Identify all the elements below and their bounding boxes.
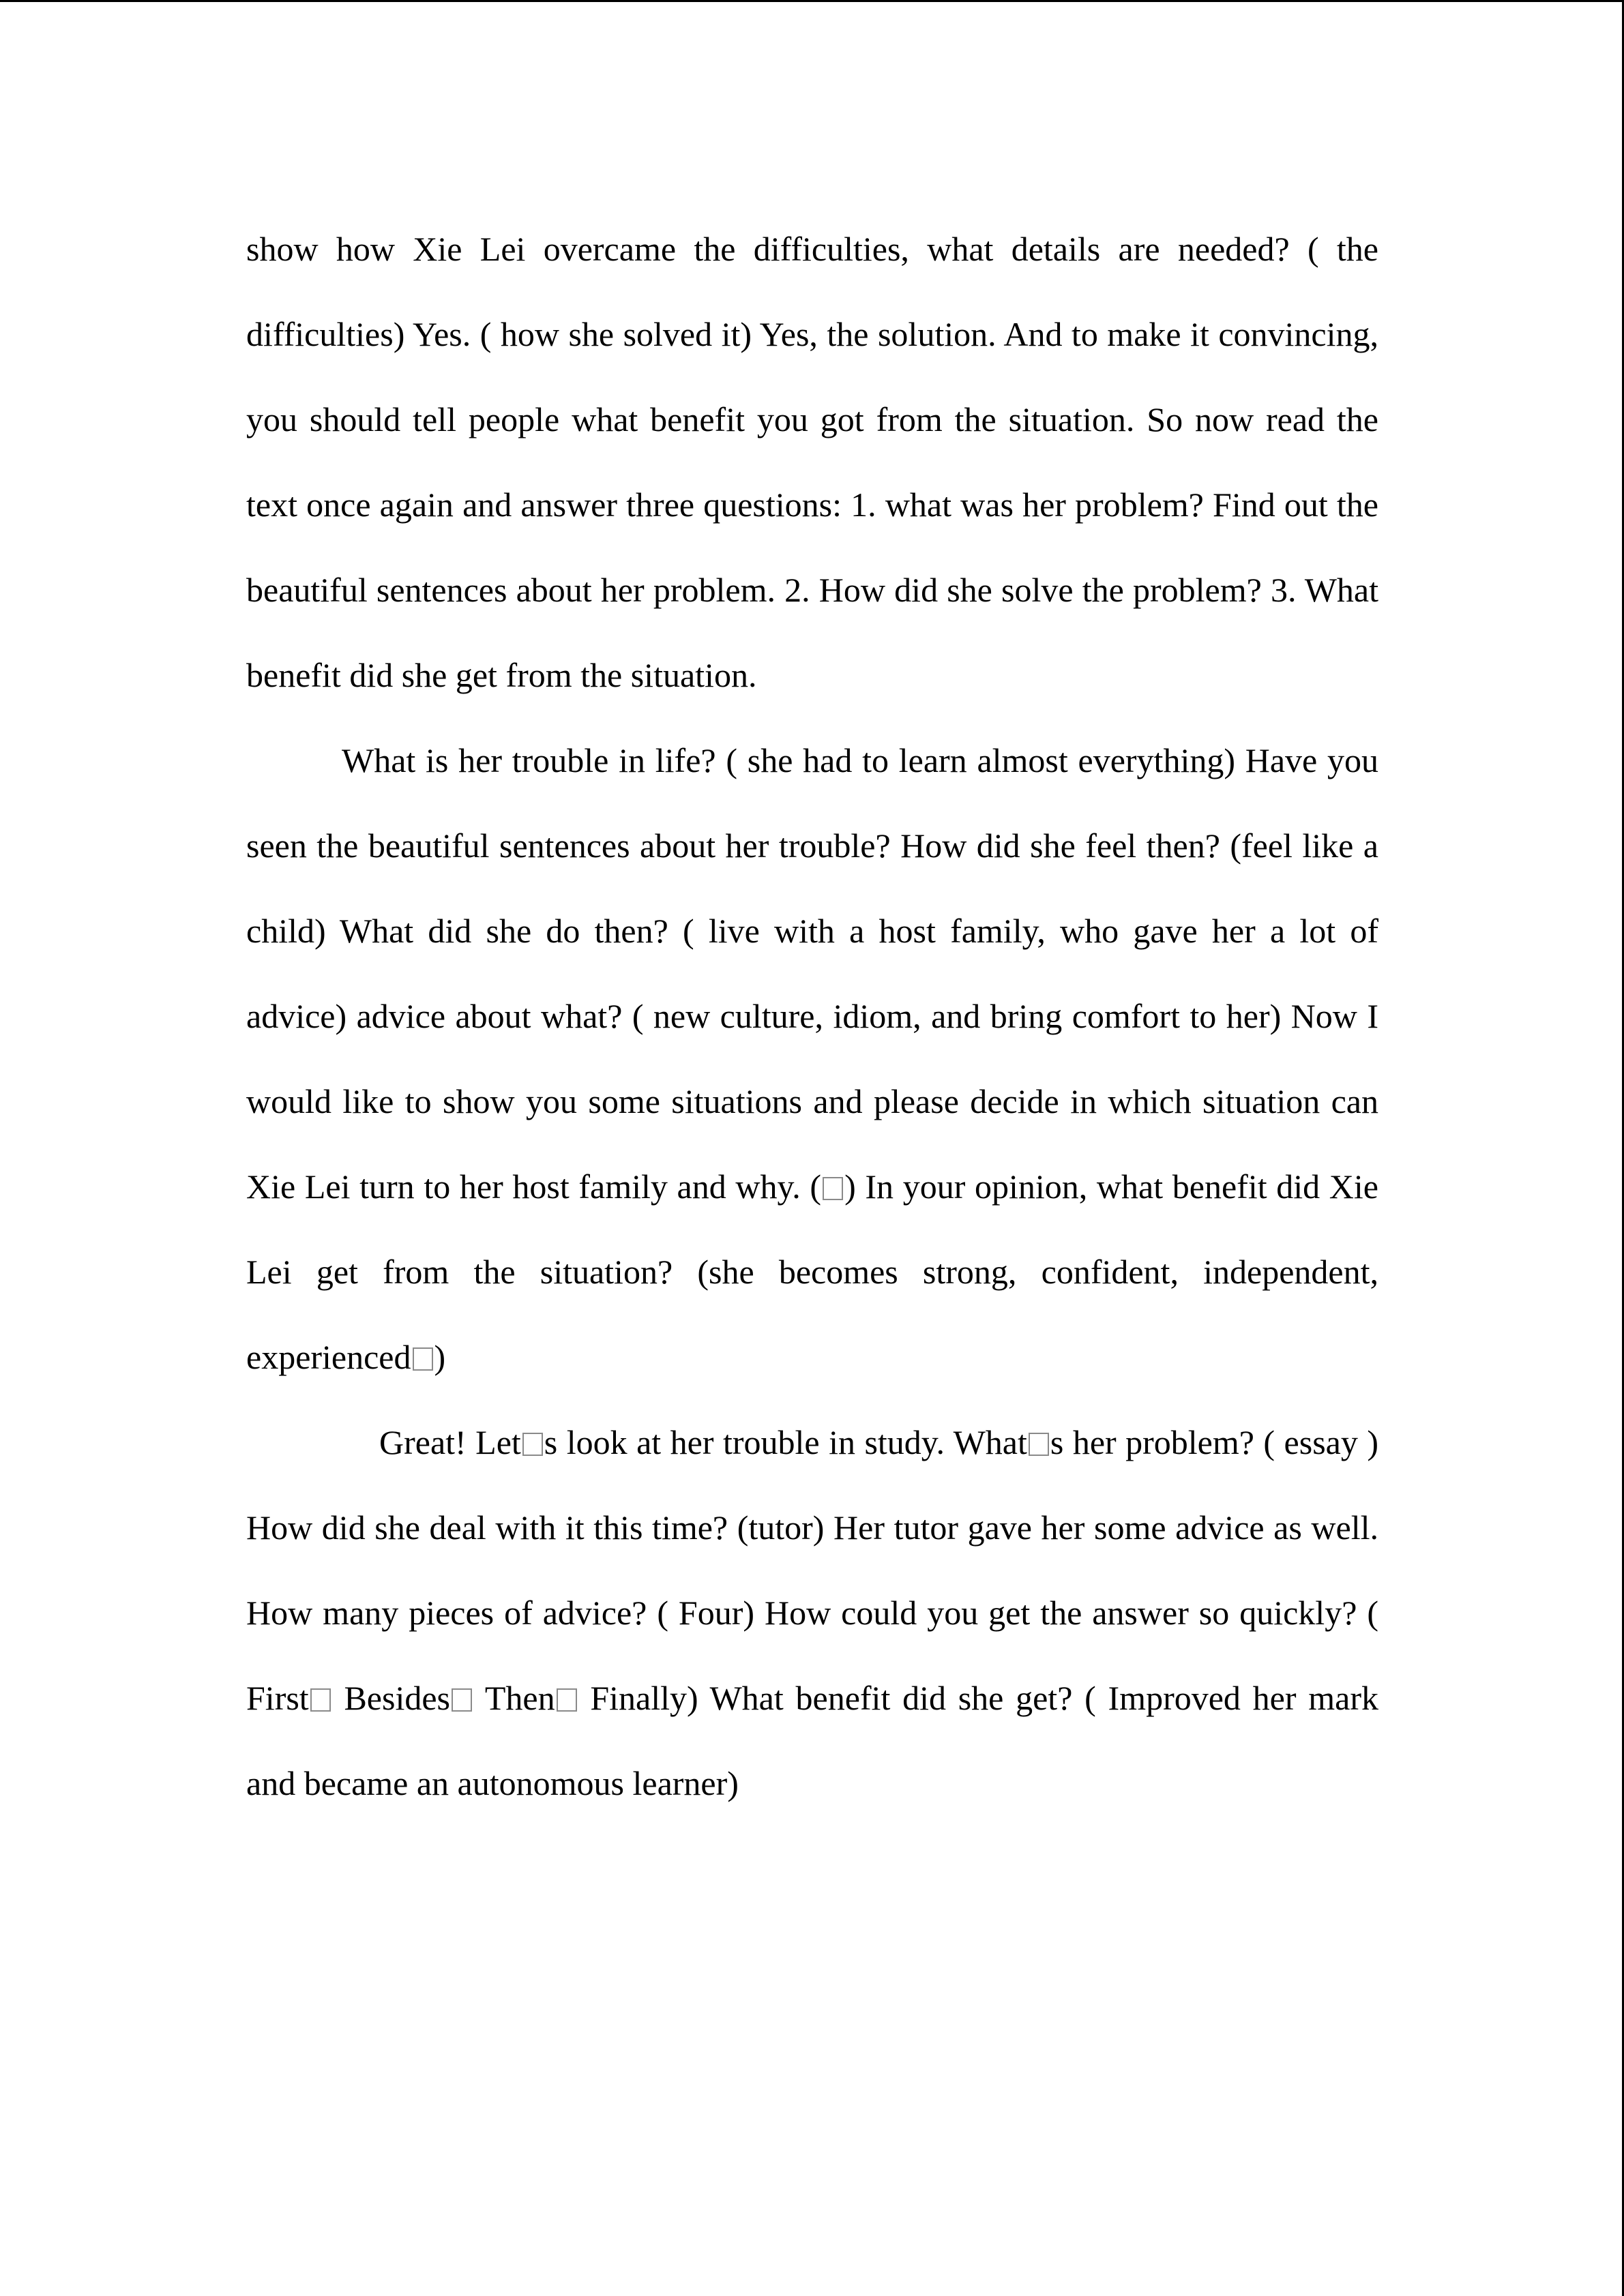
paragraph-3-text-c: s her problem? ( essay ) How did she deal with it this time? (tutor) Her tutor gave her some advice as well. How many pieces of advice? ( Four) How could you get the answer so quickly? ( First <box>246 1423 1378 1717</box>
paragraph-1-text: show how Xie Lei overcame the difficulties, what details are needed? ( the difficulties) Yes. ( how she solved it) Yes, the solution. And to make it convincing, you should tell people what benefit you got from the situation. So now read the text once again and answer three questions: 1. what was her problem? Find out the beautiful sentences about her problem. 2. How did she solve the problem? 3. What benefit did she get from the situation. <box>246 230 1378 694</box>
missing-glyph-box <box>413 1347 433 1371</box>
paragraph-3-text-f: Finally) What benefit did she get? ( Improved her mark and became an autonomous learner) <box>246 1679 1378 1802</box>
paragraph-3-text-b: s look at her trouble in study. What <box>544 1423 1027 1461</box>
paragraph-3-text-e: Then <box>473 1679 555 1717</box>
paragraph-2-text-a: What is her trouble in life? ( she had to learn almost everything) Have you seen the beautiful sentences about her trouble? How did she feel then? (feel like a child) What did she do then? ( live with a host family, who gave her a lot of advice) advice about what? ( new culture, idiom, and bring comfort to her) Now I would like to show you some situations and please decide in which situation can Xie Lei turn to her host family and why. ( <box>246 741 1378 1206</box>
missing-glyph-box <box>522 1433 543 1456</box>
paragraph-3 <box>246 1400 1378 1826</box>
missing-glyph-box <box>452 1688 472 1712</box>
paragraph-2-text-c: ) <box>434 1338 446 1376</box>
missing-glyph-box <box>823 1177 843 1200</box>
document-body <box>246 207 1378 1826</box>
missing-glyph-box <box>310 1688 331 1712</box>
paragraph-3-text-a: Great! Let <box>379 1423 521 1461</box>
paragraph-2-text-b: ) In your opinion, what benefit did Xie Lei get from the situation? (she becomes strong, confident, independent, experienced <box>246 1167 1378 1376</box>
missing-glyph-box <box>557 1688 577 1712</box>
paragraph-3-text-d: Besides <box>331 1679 450 1717</box>
missing-glyph-box <box>1029 1433 1049 1456</box>
paragraph-1 <box>246 207 1378 718</box>
paragraph-2 <box>246 718 1378 1400</box>
